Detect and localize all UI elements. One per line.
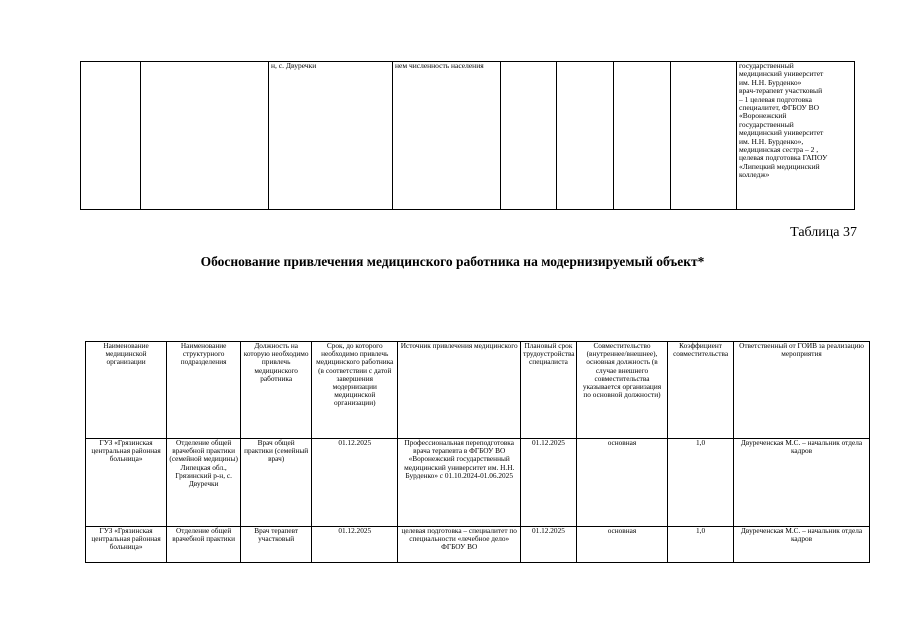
table-cell: ГУЗ «Грязинская центральная районная больница» — [86, 527, 167, 563]
staffing-table — [85, 341, 870, 563]
table-cell: ГУЗ «Грязинская центральная районная больница» — [86, 439, 167, 527]
column-header: Срок, до которого необходимо привлечь медицинского работника (в соответствии с датой завершения модернизации медицинской организации) — [312, 342, 398, 439]
table-cell: 1,0 — [668, 527, 734, 563]
table-cell: Отделение общей врачебной практики — [167, 527, 241, 563]
continued-cell — [614, 62, 671, 210]
table-cell: Врач общей практики (семейный врач) — [241, 439, 312, 527]
column-header: Плановый срок трудоустройства специалиста — [521, 342, 577, 439]
table-cell: Двуреченская М.С. – начальник отдела кадров — [734, 527, 870, 563]
continued-cell: н, с. Двуречки — [269, 62, 393, 210]
table-row — [86, 527, 870, 563]
column-header: Коэффициент совместительства — [668, 342, 734, 439]
table-row — [86, 439, 870, 527]
table-cell: 1,0 — [668, 439, 734, 527]
table-caption: Таблица 37 — [790, 225, 857, 240]
table-cell: Двуреченская М.С. – начальник отдела кадров — [734, 439, 870, 527]
table-cell: основная — [576, 527, 667, 563]
column-header: Наименование медицинской организации — [86, 342, 167, 439]
continued-cell — [671, 62, 737, 210]
table-cell: Профессиональная переподготовка врача терапевта в ФГБОУ ВО «Воронежский государственный медицинский университет им. Н.Н. Бурденко» с 01.10.2024-01.06.2025 — [398, 439, 521, 527]
table-cell: 01.12.2025 — [312, 527, 398, 563]
table-header-row — [86, 342, 870, 439]
table-cell: 01.12.2025 — [312, 439, 398, 527]
continued-cell: нем численность населения — [393, 62, 501, 210]
continued-cell — [557, 62, 614, 210]
table-cell: целевая подготовка – специалитет по специальности «лечебное дело» ФГБОУ ВО — [398, 527, 521, 563]
table-cell: 01.12.2025 — [521, 439, 577, 527]
column-header: Совместительство (внутреннее/внешнее), основная должность (в случае внешнего совместительства указывается организация по основной должности) — [576, 342, 667, 439]
continued-table — [80, 61, 855, 210]
continued-cell-responsible: государственный медицинский университет им. Н.Н. Бурденко» врач-терапевт участковый – 1 целевая подготовка специалитет, ФГБОУ ВО «Воронежский государственный медицинский университет им. Н.Н. Бурденко», медицинская сестра – 2 , целевая подготовка ГАПОУ «Липецкий медицинский колледж» — [737, 62, 855, 210]
page-title: Обоснование привлечения медицинского работника на модернизируемый объект* — [200, 254, 705, 269]
table-cell: 01.12.2025 — [521, 527, 577, 563]
table-cell: Отделение общей врачебной практики (семейной медицины) Липецкая обл., Грязинский р-н, с. Двуречки — [167, 439, 241, 527]
continued-cell — [81, 62, 141, 210]
continued-cell — [501, 62, 557, 210]
column-header: Наименование структурного подразделения — [167, 342, 241, 439]
column-header: Ответственный от ГОИВ за реализацию мероприятия — [734, 342, 870, 439]
table-cell: Врач терапевт участковый — [241, 527, 312, 563]
continued-cell — [141, 62, 269, 210]
column-header: Должность на которую необходимо привлечь медицинского работника — [241, 342, 312, 439]
table-cell: основная — [576, 439, 667, 527]
column-header: Источник привлечения медицинского — [398, 342, 521, 439]
